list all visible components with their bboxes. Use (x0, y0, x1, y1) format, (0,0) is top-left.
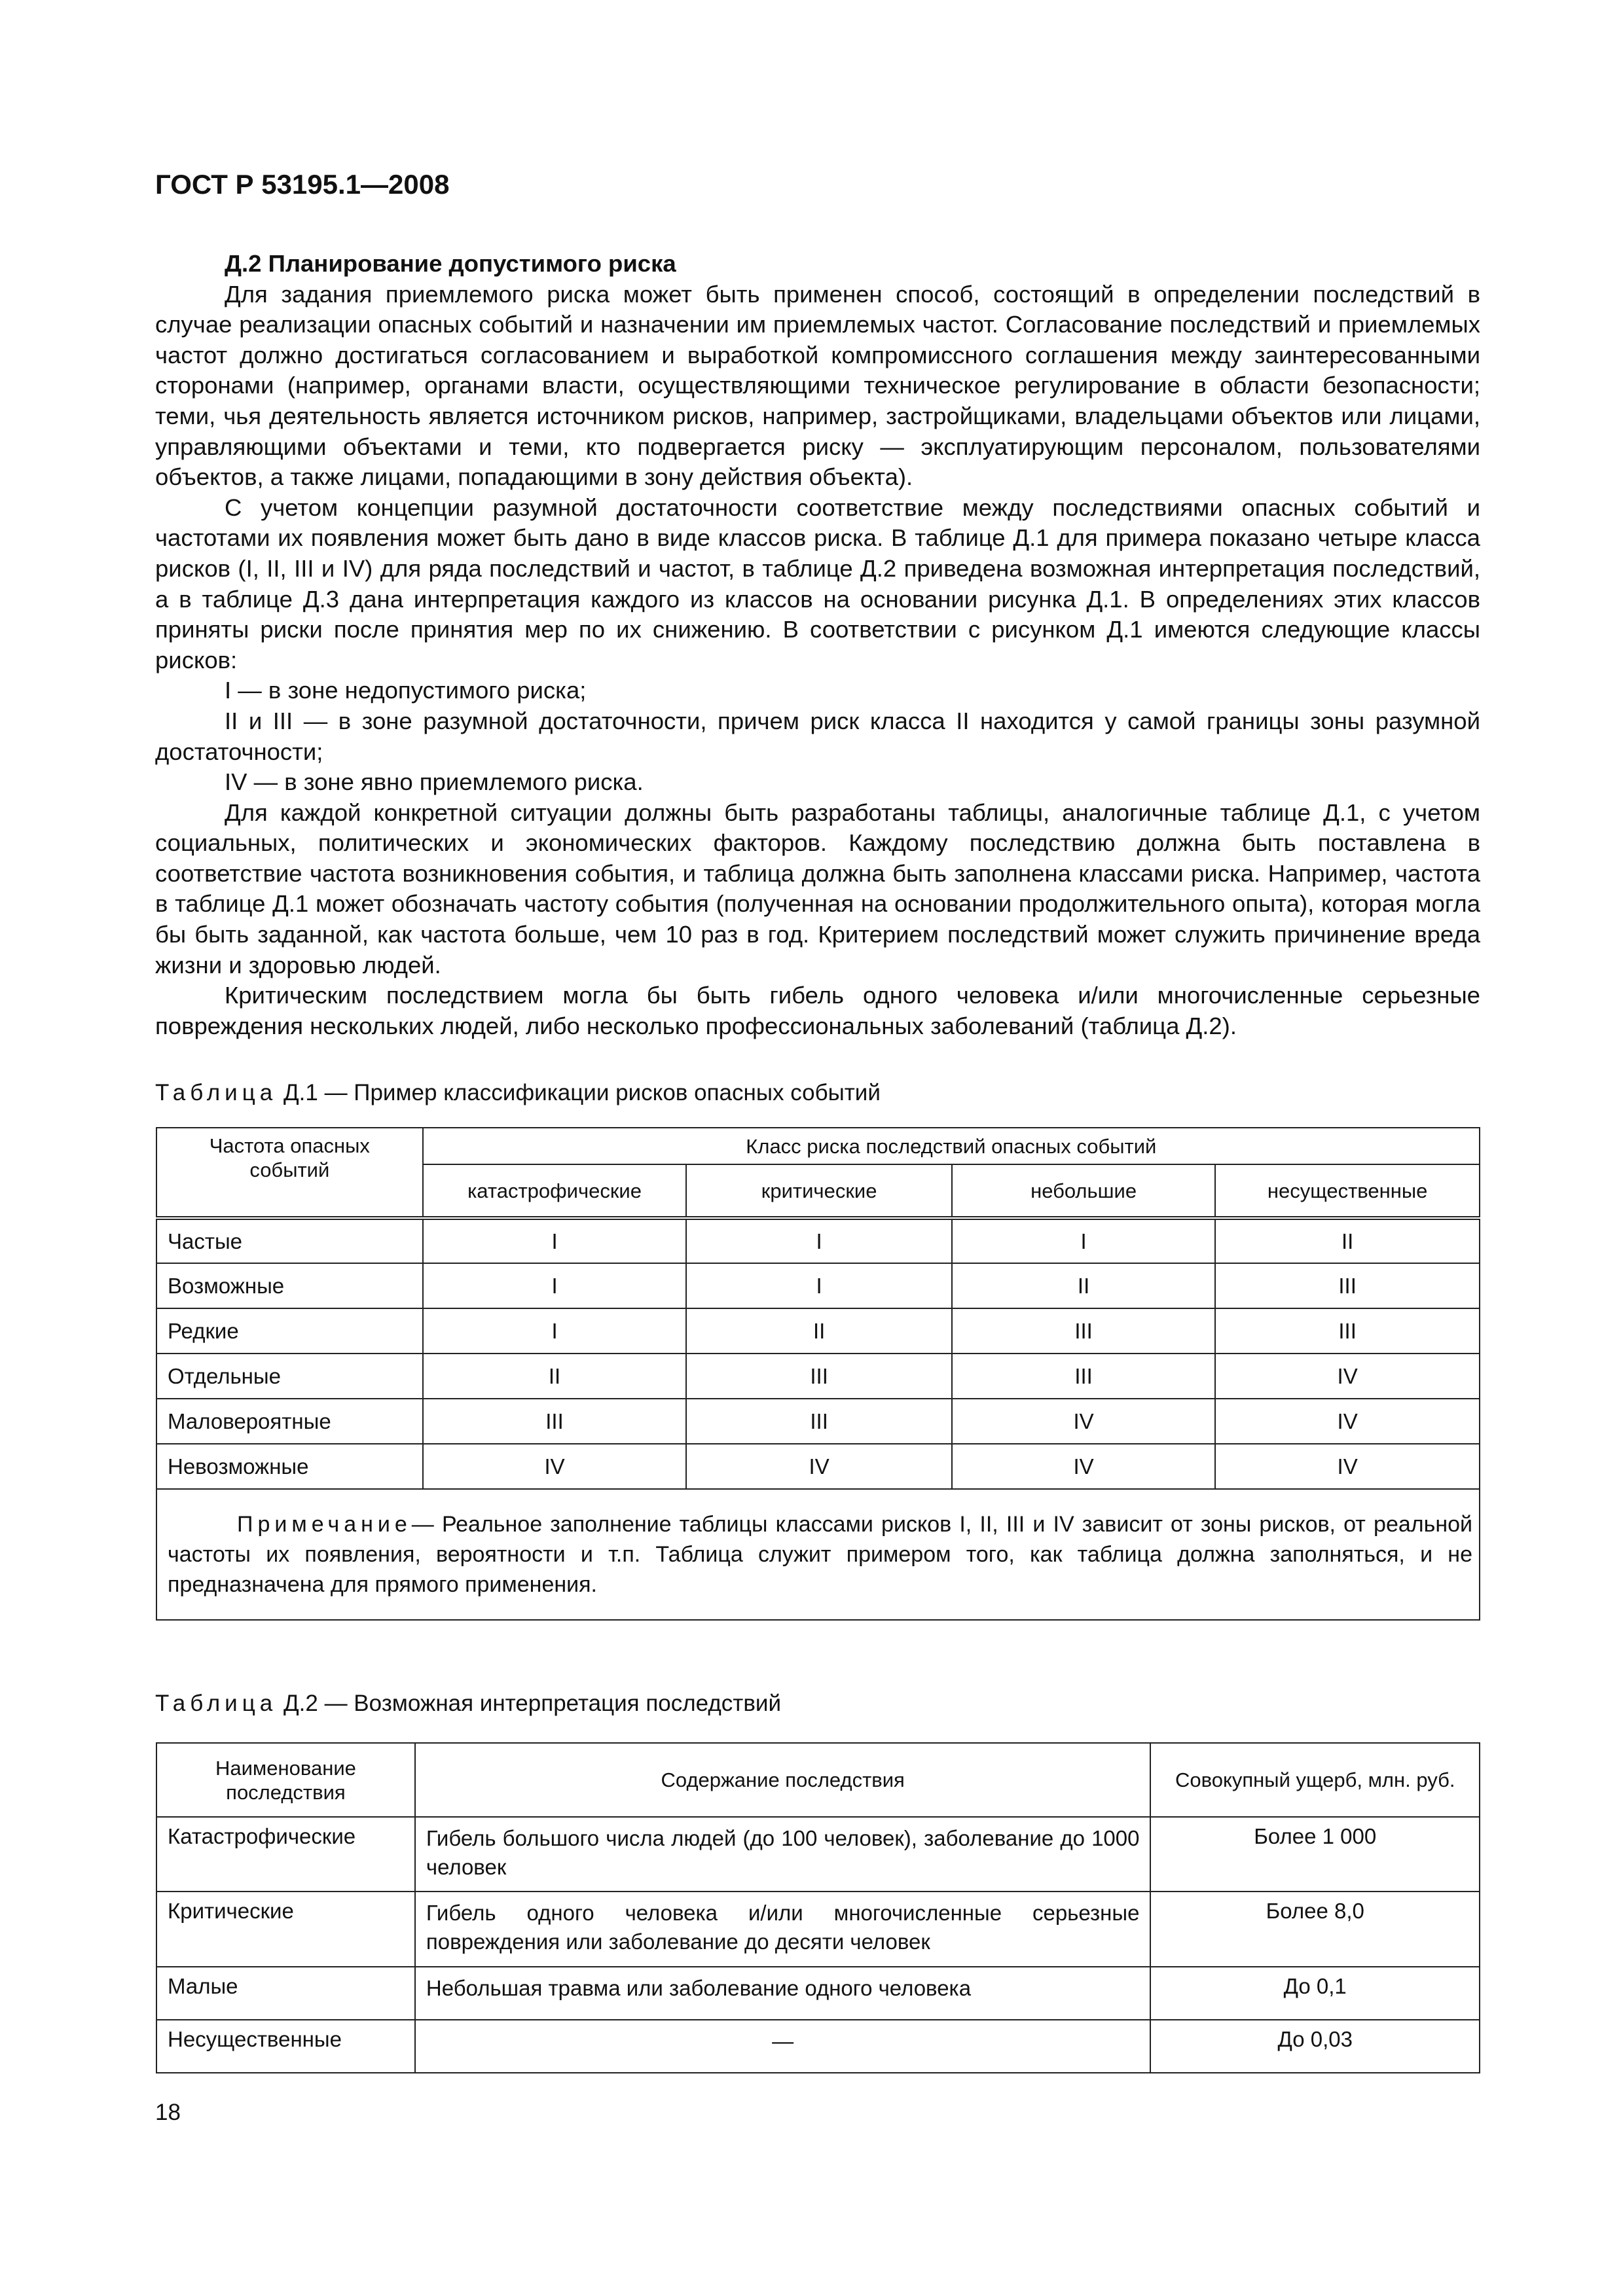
risk-class-cell: II (952, 1263, 1215, 1308)
paragraph: Для каждой конкретной ситуации должны быть разработаны таблицы, аналогичные таблице Д.1, с учетом социальных, политических и экономических факторов. Каждому последствию должна быть поставлена в соответствие частота возникновения события, и таблица должна быть заполнена классами риска. Например, частота в таблице Д.1 может обозначать частоту события (полученная на основании продолжительного опыта), которая могла бы быть заданной, как частота больше, чем 10 раз в год. Критерием последствий может служить причинение вреда жизни и здоровью людей. (155, 798, 1480, 978)
risk-class-cell: III (423, 1399, 687, 1444)
table1-caption (155, 1080, 881, 1106)
table-row (156, 1263, 1480, 1308)
risk-class-cell: I (423, 1308, 687, 1354)
col-header: Содержание последствия (415, 1743, 1151, 1817)
frequency-cell: Отдельные (156, 1354, 423, 1399)
frequency-cell: Маловероятные (156, 1399, 423, 1444)
frequency-cell: Возможные (156, 1263, 423, 1308)
consequence-name-cell: Катастрофические (156, 1817, 415, 1892)
frequency-cell: Частые (156, 1218, 423, 1263)
section-body (155, 249, 1480, 1041)
page-number: 18 (155, 2100, 181, 2125)
paragraph: Критическим последствием могла бы быть гибель одного человека и/или многочисленные серьезные повреждения нескольких людей, либо несколько профессиональных заболеваний (таблица Д.2). (155, 982, 1480, 1039)
col-header: Совокупный ущерб, млн. руб. (1150, 1743, 1480, 1817)
consequence-name-cell: Несущественные (156, 2020, 415, 2073)
table-label: Таблица (155, 1080, 278, 1105)
paragraph: I — в зоне недопустимого риска; (225, 677, 587, 704)
risk-class-cell: III (1215, 1263, 1480, 1308)
col-header: Наименование последствия (156, 1743, 415, 1817)
consequence-content-cell: Небольшая травма или заболевание одного человека (415, 1967, 1151, 2020)
consequence-name-cell: Малые (156, 1967, 415, 2020)
table-caption-text: Д.2 — Возможная интерпретация последствий (283, 1691, 782, 1716)
table2-caption (155, 1691, 781, 1717)
risk-class-cell: I (686, 1218, 951, 1263)
frequency-cell: Редкие (156, 1308, 423, 1354)
table-note (156, 1489, 1480, 1620)
consequence-content-cell: Гибель одного человека и/или многочисленные серьезные повреждения или заболевание до десяти человек (415, 1892, 1151, 1967)
paragraph: IV — в зоне явно приемлемого риска. (225, 768, 644, 796)
col-header: небольшие (952, 1164, 1215, 1218)
paragraph: С учетом концепции разумной достаточности соответствие между последствиями опасных событий и частотами их появления может быть дано в виде классов риска. В таблице Д.1 для примера показано четыре класса рисков (I, II, III и IV) для ряда последствий и частот, в таблице Д.2 приведена возможная интерпретация последствий, а в таблице Д.3 дана интерпретация каждого из классов на основании рисунка Д.1. В определениях этих классов приняты риски после принятия мер по их снижению. В соответствии с рисунком Д.1 имеются следующие классы рисков: (155, 493, 1480, 673)
note-text: — Реальное заполнение таблицы классами рисков I, II, III и IV зависит от зоны рисков, от реальной частоты их появления, вероятности и т.п. Таблица служит примером того, как таблица должна заполняться, и не предназначена для прямого применения. (168, 1512, 1472, 1597)
consequence-content-cell: Гибель большого числа людей (до 100 человек), заболевание до 1000 человек (415, 1817, 1151, 1892)
table-row (156, 1399, 1480, 1444)
table-row (156, 1892, 1480, 1967)
risk-classification-table (156, 1127, 1480, 1621)
risk-class-cell: IV (423, 1444, 687, 1489)
section-heading: Д.2 Планирование допустимого риска (225, 250, 676, 277)
damage-cell: До 0,1 (1150, 1967, 1480, 2020)
risk-class-cell: II (686, 1308, 951, 1354)
col-header: катастрофические (423, 1164, 687, 1218)
damage-cell: Более 8,0 (1150, 1892, 1480, 1967)
consequence-interpretation-table (156, 1742, 1480, 2073)
risk-class-cell: III (686, 1354, 951, 1399)
consequence-content-cell: — (415, 2020, 1151, 2073)
risk-class-cell: II (423, 1354, 687, 1399)
col-group-header: Класс риска последствий опасных событий (423, 1128, 1480, 1164)
table-row (156, 1354, 1480, 1399)
risk-class-cell: I (686, 1263, 951, 1308)
damage-cell: До 0,03 (1150, 2020, 1480, 2073)
col-header-frequency: Частота опасных событий (156, 1128, 423, 1218)
table-row (156, 1817, 1480, 1892)
table-row (156, 2020, 1480, 2073)
table-row (156, 1444, 1480, 1489)
frequency-cell: Невозможные (156, 1444, 423, 1489)
table-row (156, 1218, 1480, 1263)
table-label: Таблица (155, 1691, 278, 1716)
risk-class-cell: III (686, 1399, 951, 1444)
risk-class-cell: IV (952, 1444, 1215, 1489)
document-header: ГОСТ Р 53195.1—2008 (155, 169, 450, 200)
risk-class-cell: II (1215, 1218, 1480, 1263)
col-header: критические (686, 1164, 951, 1218)
paragraph: II и III — в зоне разумной достаточности, причем риск класса II находится у самой границы зоны разумной достаточности; (155, 707, 1480, 765)
paragraph: Для задания приемлемого риска может быть применен способ, состоящий в определении последствий в случае реализации опасных событий и назначении им приемлемых частот. Согласование последствий и приемлемых частот должно достигаться согласованием и выработкой компромиссного соглашения между заинтересованными сторонами (например, органами власти, осуществляющими техническое регулирование в области безопасности; теми, чья деятельность является источником рисков, например, застройщиками, владельцами объектов или лицами, управляющими объектами и теми, кто подвергается риску — эксплуатирующим персоналом, пользователями объектов, а также лицами, попадающими в зону действия объекта). (155, 280, 1480, 491)
risk-class-cell: IV (1215, 1444, 1480, 1489)
risk-class-cell: IV (686, 1444, 951, 1489)
risk-class-cell: IV (1215, 1354, 1480, 1399)
risk-class-cell: III (952, 1354, 1215, 1399)
risk-class-cell: I (952, 1218, 1215, 1263)
risk-class-cell: IV (952, 1399, 1215, 1444)
risk-class-cell: I (423, 1263, 687, 1308)
table-row (156, 1308, 1480, 1354)
risk-class-cell: IV (1215, 1399, 1480, 1444)
table-caption-text: Д.1 — Пример классификации рисков опасных событий (283, 1080, 881, 1105)
note-label: Примечание (237, 1512, 412, 1537)
risk-class-cell: I (423, 1218, 687, 1263)
table-row (156, 1967, 1480, 2020)
col-header: несущественные (1215, 1164, 1480, 1218)
damage-cell: Более 1 000 (1150, 1817, 1480, 1892)
risk-class-cell: III (952, 1308, 1215, 1354)
consequence-name-cell: Критические (156, 1892, 415, 1967)
risk-class-cell: III (1215, 1308, 1480, 1354)
